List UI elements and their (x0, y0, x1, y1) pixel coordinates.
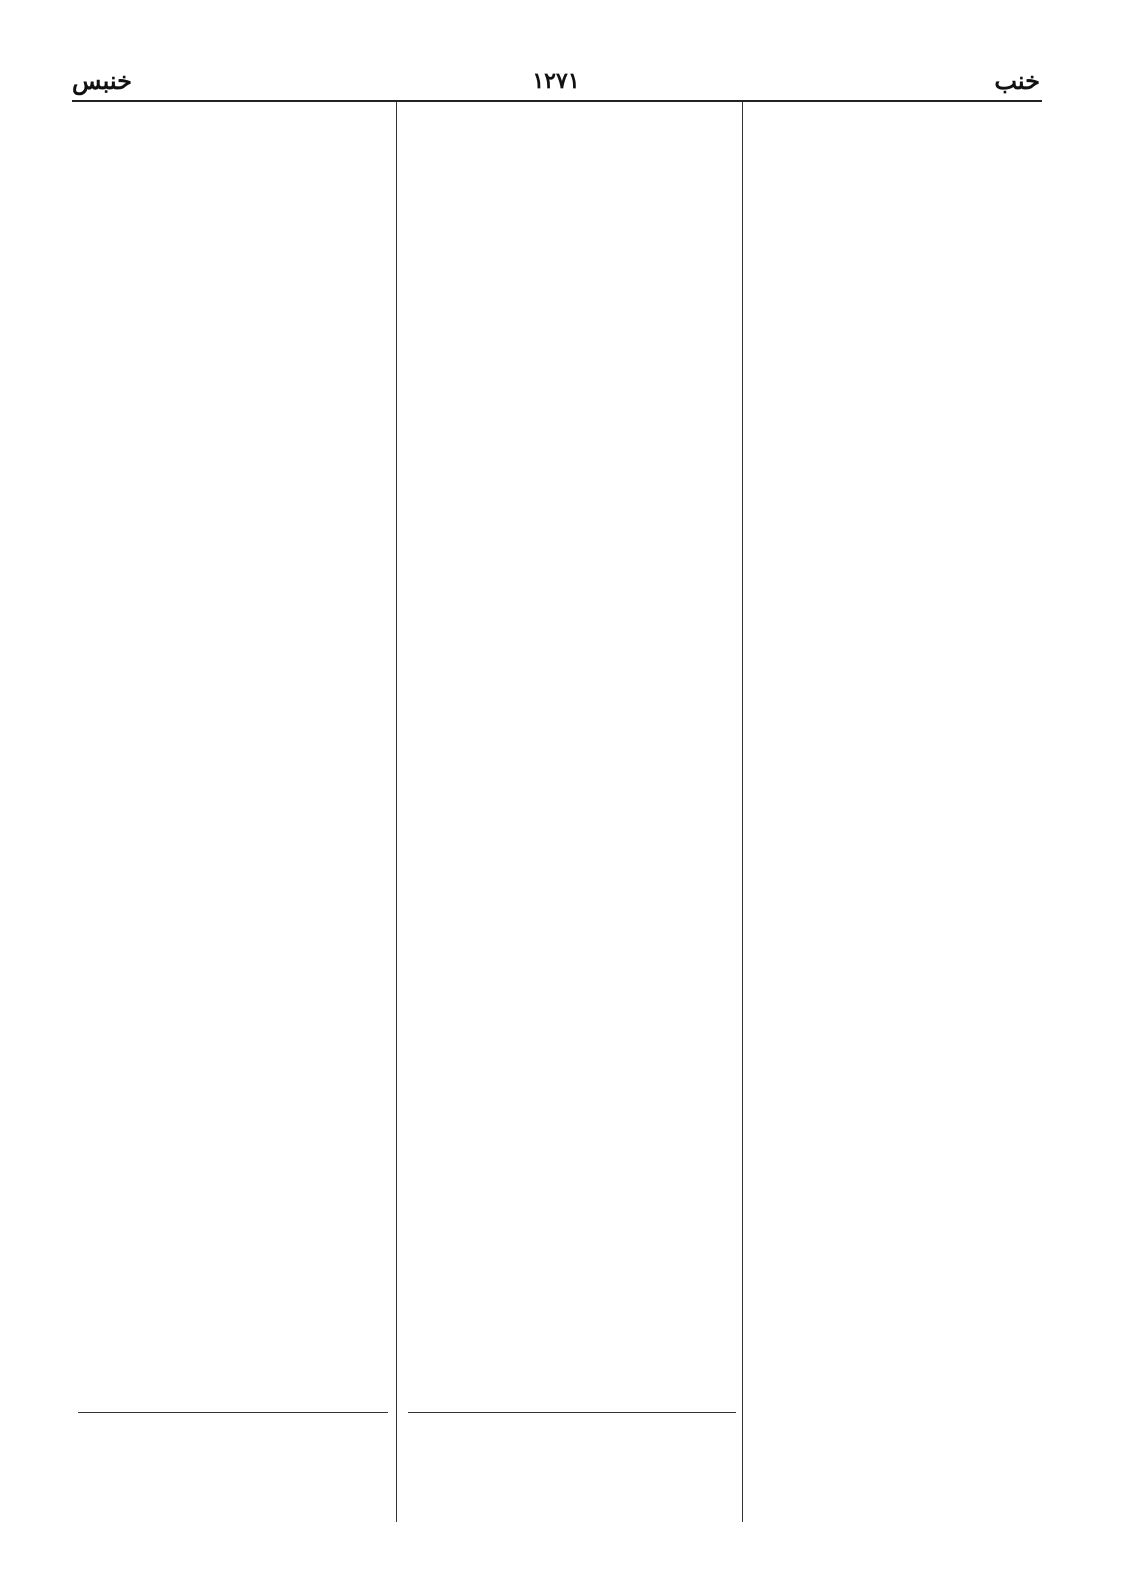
footnote-rule-middle (408, 1412, 736, 1413)
guide-word-right: خنب (994, 66, 1040, 95)
column-left (78, 110, 388, 1530)
guide-word-left: خنبس (72, 66, 132, 95)
column-middle (408, 110, 736, 1530)
footnote-rule-left (78, 1412, 388, 1413)
column-right (758, 110, 1050, 1530)
header-rule (72, 100, 1042, 102)
column-divider (396, 102, 397, 1522)
page-number: ١٢٧١ (532, 68, 580, 94)
page-header (72, 62, 1040, 102)
column-divider (742, 102, 743, 1522)
